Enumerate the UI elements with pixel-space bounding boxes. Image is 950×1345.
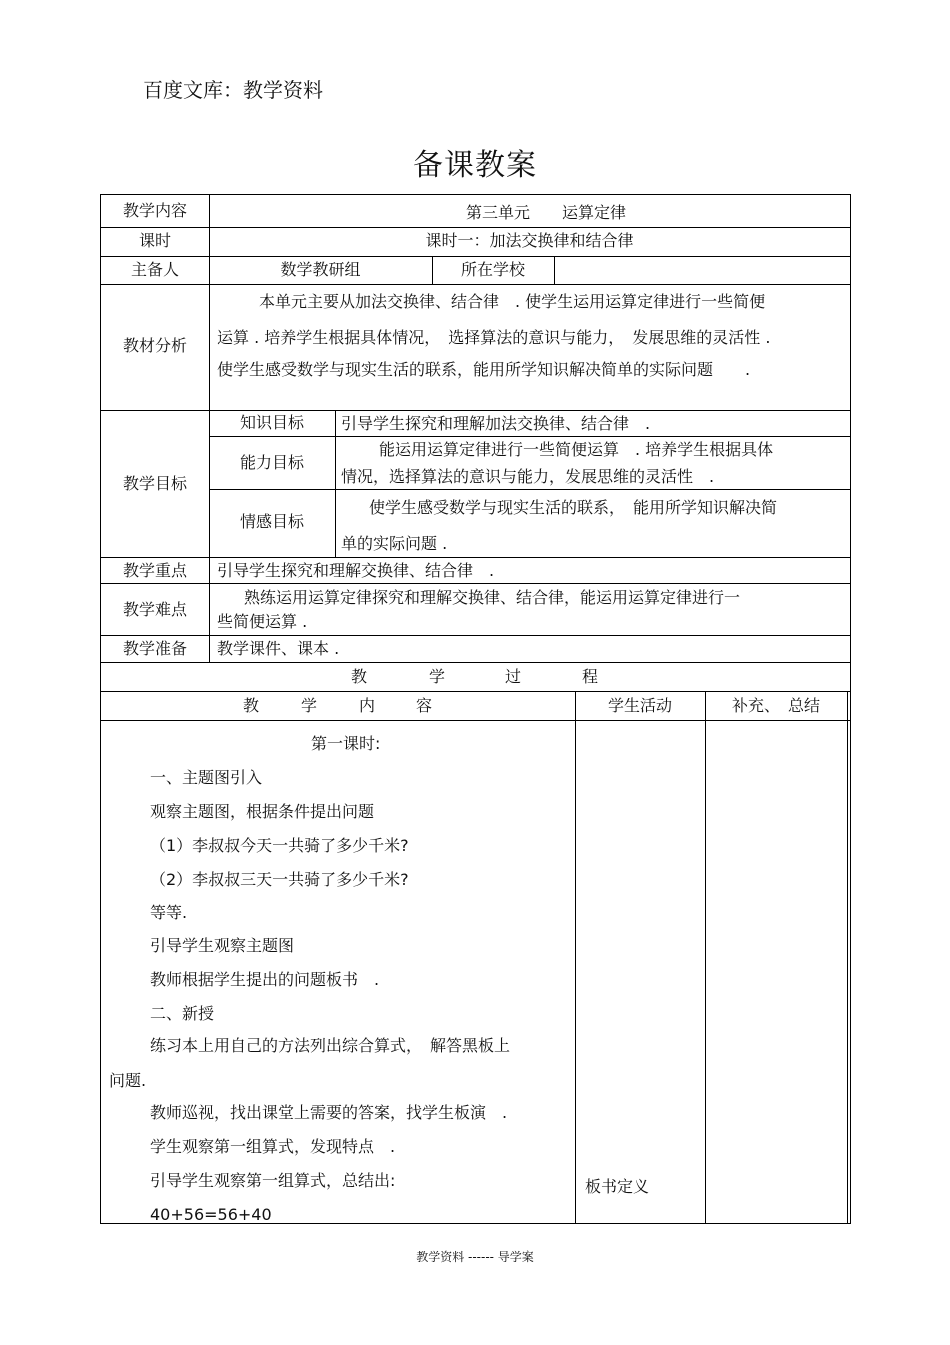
row-divider: [101, 583, 850, 584]
body-line: 教师巡视，找出课堂上需要的答案，找学生板演 .: [150, 1103, 508, 1122]
process-header-char: 程: [582, 667, 599, 686]
body-line: 第一课时:: [311, 734, 381, 753]
col-content-char: 教: [243, 696, 260, 715]
column-divider: [335, 410, 336, 557]
emotion-line: 使学生感受数学与现实生活的联系， 能用所学知识解决简: [369, 498, 778, 517]
body-line: （2）李叔叔三天一共骑了多少千米?: [150, 870, 409, 889]
knowledge-label: 知识目标: [239, 413, 304, 432]
emotion-line: 单的实际问题 .: [341, 534, 448, 553]
knowledge-value: 引导学生探究和理解加法交换律、结合律 .: [341, 414, 651, 433]
row-divider: [101, 691, 850, 692]
row-divider: [101, 284, 850, 285]
row-divider: [101, 557, 850, 558]
column-divider: [847, 691, 848, 1223]
analysis-label: 教材分析: [122, 336, 187, 355]
difficulty-line: 些简便运算 .: [217, 612, 308, 631]
analysis-line: 运算 . 培养学生根据具体情况， 选择算法的意识与能力， 发展思维的灵活性 .: [217, 328, 771, 347]
body-line: 教师根据学生提出的问题板书 .: [150, 970, 380, 989]
row-divider: [101, 720, 850, 721]
content-unit: 第三单元: [466, 203, 531, 222]
ability-label: 能力目标: [239, 453, 304, 472]
lesson-value: 课时一：加法交换律和结合律: [425, 231, 634, 250]
body-line: 等等.: [150, 903, 188, 922]
column-divider: [554, 256, 555, 284]
body-line: 40+56=56+40: [150, 1205, 272, 1224]
analysis-line: 本单元主要从加法交换律、结合律 . 使学生运用运算定律进行一些简便: [259, 292, 766, 311]
col-content-char: 内: [359, 696, 376, 715]
col-content-char: 容: [416, 696, 433, 715]
column-divider: [705, 691, 706, 1223]
author-value: 数学教研组: [280, 260, 361, 279]
document-header: 百度文库：教学资料: [143, 78, 323, 102]
lesson-plan-table: [100, 194, 851, 1224]
row-divider: [209, 436, 850, 437]
row-divider: [101, 256, 850, 257]
difficulty-label: 教学难点: [122, 600, 187, 619]
body-line: 引导学生观察第一组算式，总结出:: [150, 1171, 396, 1190]
row-divider: [101, 662, 850, 663]
prep-label: 教学准备: [122, 639, 187, 658]
process-header-char: 过: [505, 667, 522, 686]
key-label: 教学重点: [122, 561, 187, 580]
key-value: 引导学生探究和理解交换律、结合律 .: [217, 561, 495, 580]
lesson-label: 课时: [138, 231, 171, 250]
col-content-char: 学: [301, 696, 318, 715]
body-line: 学生观察第一组算式，发现特点 .: [150, 1137, 396, 1156]
col-student-activity: 学生活动: [607, 696, 672, 715]
body-line: 引导学生观察主题图: [150, 936, 295, 955]
content-label: 教学内容: [122, 201, 187, 220]
process-header-char: 教: [351, 667, 368, 686]
content-topic: 运算定律: [562, 203, 627, 222]
body-line: 练习本上用自己的方法列出综合算式， 解答黑板上: [150, 1036, 511, 1055]
body-line: 一、主题图引入: [150, 768, 263, 787]
goals-label: 教学目标: [122, 474, 187, 493]
author-label: 主备人: [130, 260, 179, 279]
process-header-char: 学: [429, 667, 446, 686]
analysis-line: 使学生感受数学与现实生活的联系，能用所学知识解决简单的实际问题 .: [217, 360, 751, 379]
body-line: 观察主题图，根据条件提出问题: [150, 802, 375, 821]
col-summary: 补充、 总结: [731, 696, 820, 715]
body-line: 问题.: [109, 1071, 147, 1090]
ability-line: 能运用运算定律进行一些简便运算 . 培养学生根据具体: [379, 440, 774, 459]
prep-value: 教学课件、课本 .: [217, 639, 340, 658]
page-title: 备课教案: [413, 148, 537, 183]
school-label: 所在学校: [460, 260, 525, 279]
row-divider: [209, 489, 850, 490]
body-line: 二、新授: [150, 1004, 215, 1023]
row-divider: [101, 227, 850, 228]
body-line: （1）李叔叔今天一共骑了多少千米?: [150, 836, 409, 855]
page-footer: 教学资料 ------ 导学案: [416, 1250, 534, 1264]
student-activity-note: 板书定义: [585, 1177, 650, 1196]
emotion-label: 情感目标: [239, 512, 304, 531]
ability-line: 情况，选择算法的意识与能力，发展思维的灵活性 .: [341, 467, 715, 486]
row-divider: [101, 635, 850, 636]
difficulty-line: 熟练运用运算定律探究和理解交换律、结合律，能运用运算定律进行一: [244, 588, 741, 607]
row-divider: [101, 410, 850, 411]
column-divider: [575, 691, 576, 1223]
